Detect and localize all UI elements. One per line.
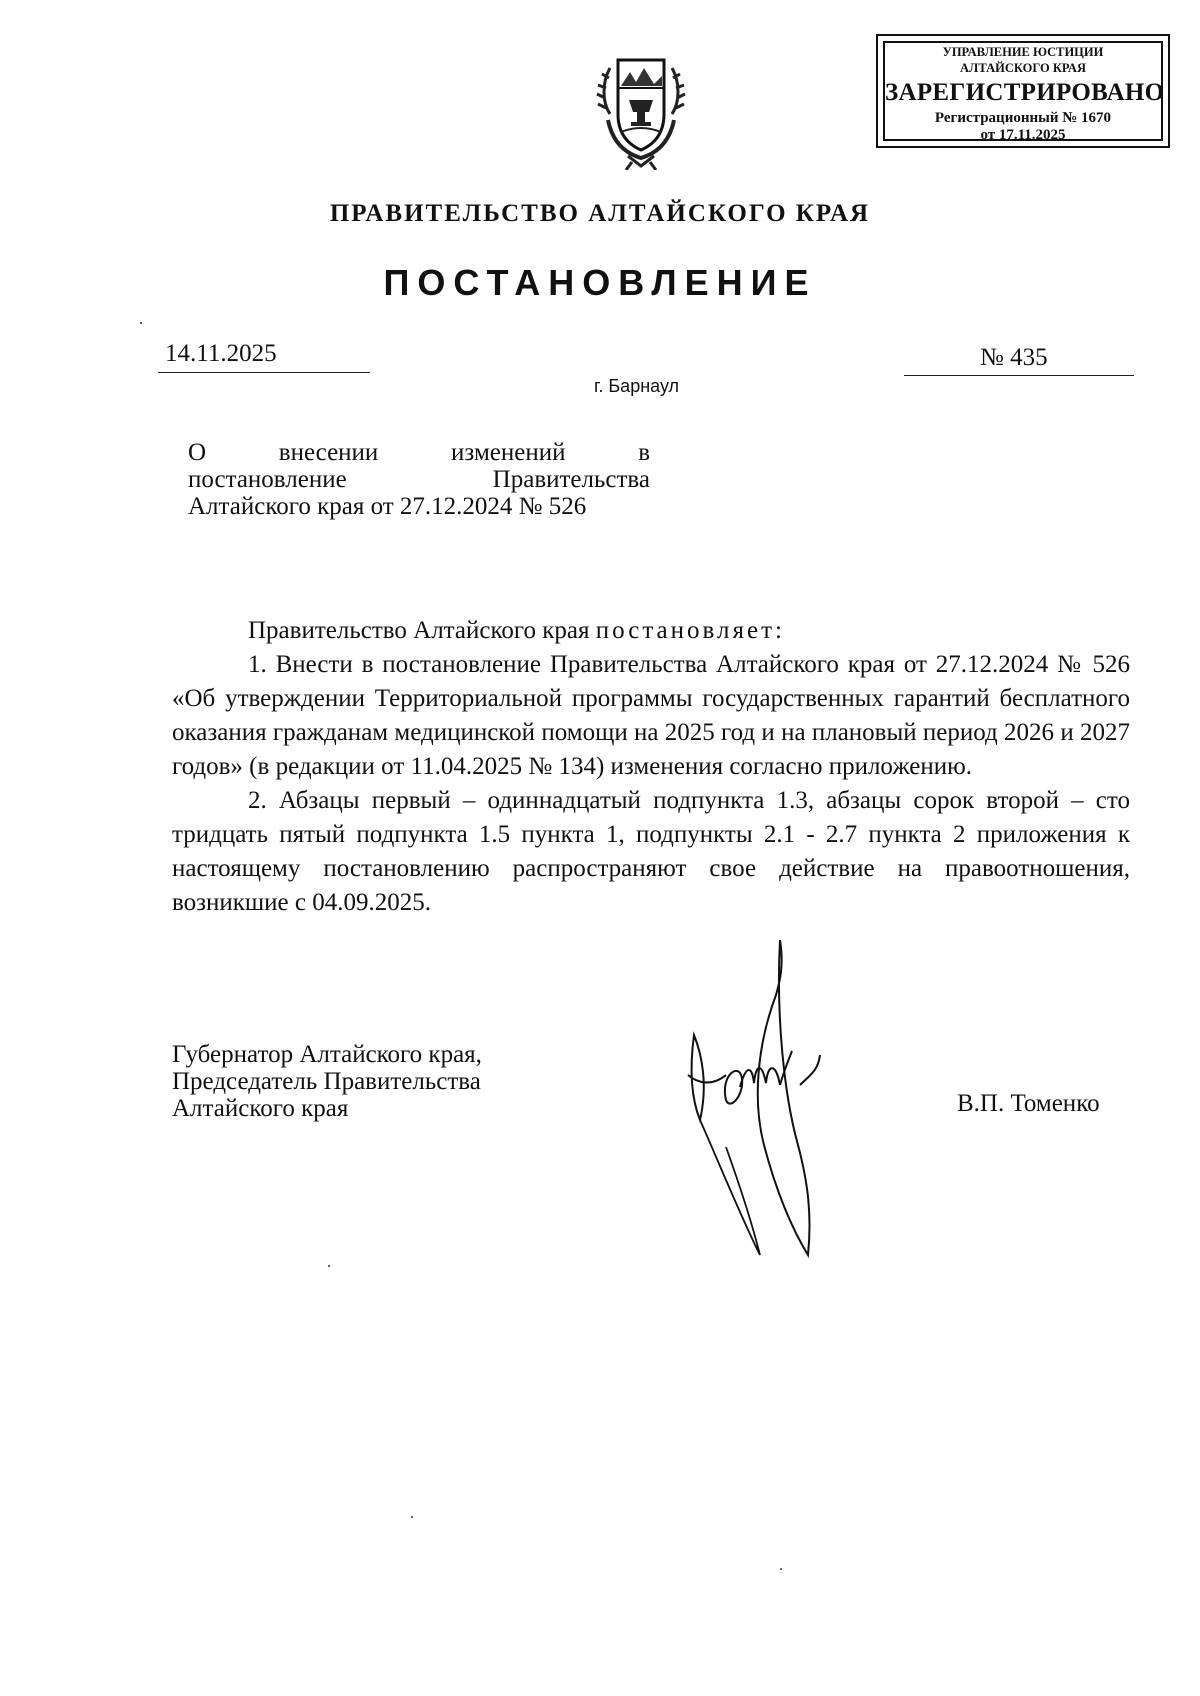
scan-speck: [328, 1265, 330, 1267]
date-underline: [158, 372, 370, 373]
document-subject: [188, 439, 650, 520]
document-city: г. Барнаул: [594, 376, 680, 396]
scan-speck: [140, 322, 142, 324]
intro-prefix: Правительство Алтайского края: [248, 617, 596, 644]
signer-title-line-2: Председатель Правительства: [172, 1068, 481, 1095]
intro-verb: постановляет:: [595, 617, 785, 644]
coat-of-arms-icon: [588, 52, 694, 170]
scan-speck: [411, 1516, 413, 1518]
scan-speck: [780, 1568, 782, 1570]
handwritten-signature: [680, 935, 880, 1335]
signer-title: [172, 1041, 482, 1122]
subject-line-1: О внесении изменений в: [188, 439, 650, 466]
document-date: 14.11.2025: [165, 340, 277, 367]
signer-title-line-1: Губернатор Алтайского края,: [172, 1041, 482, 1068]
document-number: № 435: [980, 344, 1048, 371]
organization-name: ПРАВИТЕЛЬСТВО АЛТАЙСКОГО КРАЯ: [329, 200, 871, 227]
registration-stamp: [876, 34, 1170, 148]
body-intro: [172, 614, 1130, 648]
stamp-reg-number: Регистрационный № 1670: [934, 110, 1112, 126]
stamp-status: ЗАРЕГИСТРИРОВАНО: [885, 79, 1165, 106]
subject-line-3: Алтайского края от 27.12.2024 № 526: [188, 493, 587, 520]
stamp-authority-line2: АЛТАЙСКОГО КРАЯ: [960, 61, 1086, 75]
signer-name: В.П. Томенко: [957, 1090, 1100, 1117]
stamp-reg-date: от 17.11.2025: [980, 127, 1066, 143]
registration-stamp-inner: [883, 41, 1163, 141]
stamp-authority-line1: УПРАВЛЕНИЕ ЮСТИЦИИ: [942, 45, 1104, 59]
document-type-title: ПОСТАНОВЛЕНИЕ: [383, 262, 817, 303]
body-paragraph-1: 1. Внести в постановление Правительства Алтайского края от 27.12.2024 № 526 «Об утверждении Территориальной программы государственных гарантий бесплатного оказания гражданам медицинской помощи на 2025 год и на плановый период 2026 и 2027 годов» (в редакции от 11.04.2025 № 134) изменения согласно приложению.: [172, 651, 1130, 780]
document-body: [172, 614, 1130, 920]
subject-line-2: постановление Правительства: [188, 466, 650, 493]
body-paragraph-2: 2. Абзацы первый – одиннадцатый подпункта 1.3, абзацы сорок второй – сто тридцать пятый подпункта 1.5 пункта 1, подпункты 2.1 - 2.7 пункта 2 приложения к настоящему постановлению распространяют свое действие на правоотношения, возникшие с 04.09.2025.: [172, 787, 1130, 916]
number-underline: [904, 375, 1134, 376]
signer-title-line-3: Алтайского края: [172, 1095, 349, 1122]
